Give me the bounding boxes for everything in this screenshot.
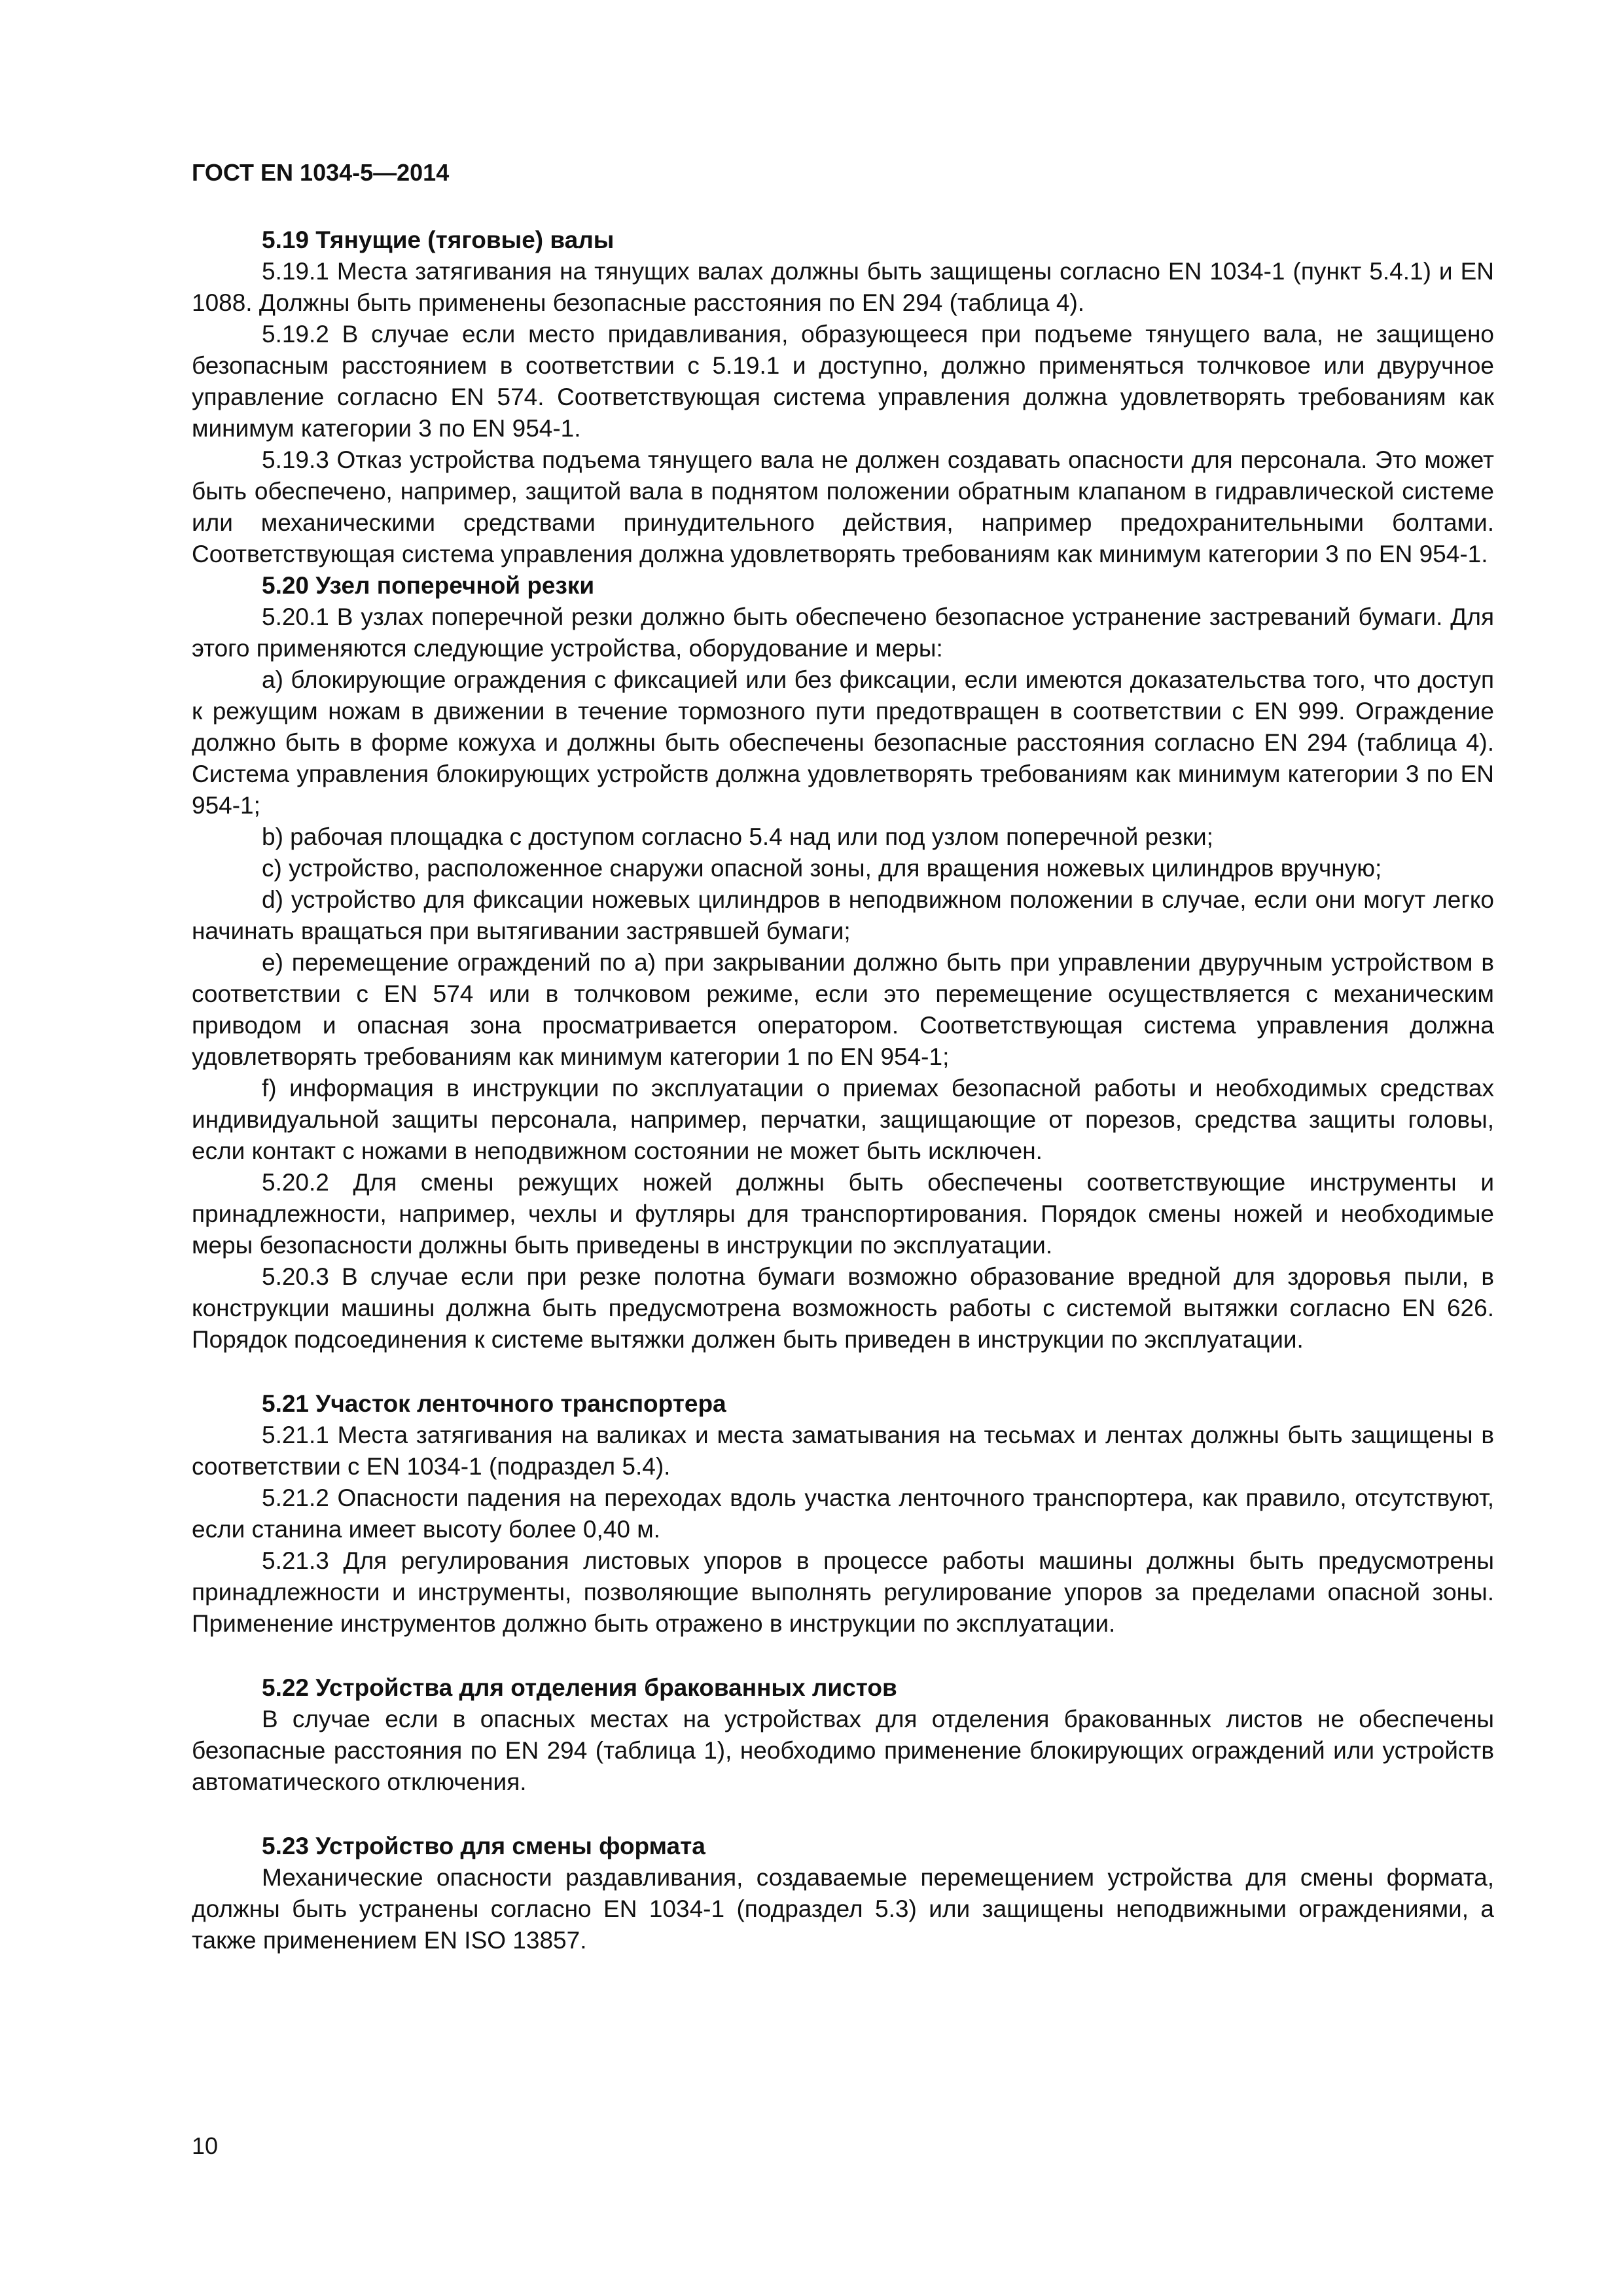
paragraph: 5.20.1 В узлах поперечной резки должно быть обеспечено безопасное устранение застреваний бумаги. Для этого применяются следующие устройства, оборудование и меры: — [192, 603, 1494, 662]
paragraph: 5.20.3 В случае если при резке полотна бумаги возможно образование вредной для здоровья пыли, в конструкции машины должна быть предусмотрена возможность работы с системой вытяжки согласно EN 626. Порядок подсоединения к системе вытяжки должен быть приведен в инструкции по эксплуатации. — [192, 1263, 1494, 1353]
list-item: c) устройство, расположенное снаружи опасной зоны, для вращения ножевых цилиндров вручную; — [262, 855, 1382, 882]
list-item: f) информация в инструкции по эксплуатации о приемах безопасной работы и необходимых средствах индивидуальной защиты персонала, например, перчатки, защищающие от порезов, средства защиты головы, если контакт с ножами в неподвижном состоянии не может быть исключен. — [192, 1075, 1494, 1164]
document-page — [192, 157, 1494, 1956]
paragraph: Механические опасности раздавливания, создаваемые перемещением устройства для смены формата, должны быть устранены согласно EN 1034-1 (подраздел 5.3) или защищены неподвижными ограждениями, а также применением EN ISO 13857. — [192, 1864, 1494, 1954]
paragraph: 5.21.2 Опасности падения на переходах вдоль участка ленточного транспортера, как правило, отсутствуют, если станина имеет высоту более 0,40 м. — [192, 1484, 1494, 1543]
section-5-19 — [192, 224, 1494, 570]
section-5-20 — [192, 570, 1494, 1355]
paragraph: 5.21.3 Для регулирования листовых упоров в процессе работы машины должны быть предусмотрены принадлежности и инструменты, позволяющие выполнять регулирование упоров за пределами опасной зоны. Применение инструментов должно быть отражено в инструкции по эксплуатации. — [192, 1547, 1494, 1637]
paragraph: 5.20.2 Для смены режущих ножей должны быть обеспечены соответствующие инструменты и принадлежности, например, чехлы и футляры для транспортирования. Порядок смены ножей и необходимые меры безопасности должны быть приведены в инструкции по эксплуатации. — [192, 1169, 1494, 1259]
document-header: ГОСТ EN 1034-5—2014 — [192, 159, 450, 186]
list-item: e) перемещение ограждений по a) при закрывании должно быть при управлении двуручным устройством в соответствии с EN 574 или в толчковом режиме, если это перемещение осуществляется с механическим приводом и опасная зона просматривается оператором. Соответствующая система управления должна удовлетворять требованиям как минимум категории 1 по EN 954-1; — [192, 949, 1494, 1070]
section-heading: 5.23 Устройство для смены формата — [262, 1833, 705, 1859]
page-number: 10 — [192, 2132, 219, 2159]
paragraph: В случае если в опасных местах на устройствах для отделения бракованных листов не обеспечены безопасные расстояния по EN 294 (таблица 1), необходимо применение блокирующих ограждений или устройств автоматического отключения. — [192, 1706, 1494, 1795]
paragraph: 5.21.1 Места затягивания на валиках и места заматывания на тесьмах и лентах должны быть защищены в соответствии с EN 1034-1 (подраздел 5.4). — [192, 1422, 1494, 1480]
list-item: b) рабочая площадка с доступом согласно 5.4 над или под узлом поперечной резки; — [262, 823, 1213, 850]
section-heading: 5.19 Тянущие (тяговые) валы — [262, 226, 615, 253]
section-heading: 5.22 Устройства для отделения бракованных листов — [262, 1674, 897, 1701]
paragraph: 5.19.1 Места затягивания на тянущих валах должны быть защищены согласно EN 1034-1 (пункт 5.4.1) и EN 1088. Должны быть применены безопасные расстояния по EN 294 (таблица 4). — [192, 258, 1494, 316]
section-5-21 — [192, 1388, 1494, 1640]
section-5-23 — [192, 1831, 1494, 1956]
section-heading: 5.20 Узел поперечной резки — [262, 572, 595, 599]
list-item: a) блокирующие ограждения с фиксацией или без фиксации, если имеются доказательства того, что доступ к режущим ножам в движении в течение тормозного пути предотвращен в соответствии с EN 999. Ограждение должно быть в форме кожуха и должны быть обеспечены безопасные расстояния согласно EN 294 (таблица 4). Система управления блокирующих устройств должна удовлетворять требованиям как минимум категории 3 по EN 954-1; — [192, 666, 1494, 819]
section-5-22 — [192, 1672, 1494, 1798]
paragraph: 5.19.3 Отказ устройства подъема тянущего вала не должен создавать опасности для персонала. Это может быть обеспечено, например, защитой вала в поднятом положении обратным клапаном в гидравлической системе или механическими средствами принудительного действия, например предохранительными болтами. Соответствующая система управления должна удовлетворять требованиям как минимум категории 3 по EN 954-1. — [192, 446, 1494, 567]
list-item: d) устройство для фиксации ножевых цилиндров в неподвижном положении в случае, если они могут легко начинать вращаться при вытягивании застрявшей бумаги; — [192, 886, 1494, 944]
paragraph: 5.19.2 В случае если место придавливания, образующееся при подъеме тянущего вала, не защищено безопасным расстоянием в соответствии с 5.19.1 и доступно, должно применяться толчковое или двуручное управление согласно EN 574. Соответствующая система управления должна удовлетворять требованиям как минимум категории 3 по EN 954-1. — [192, 321, 1494, 442]
section-heading: 5.21 Участок ленточного транспортера — [262, 1390, 726, 1417]
